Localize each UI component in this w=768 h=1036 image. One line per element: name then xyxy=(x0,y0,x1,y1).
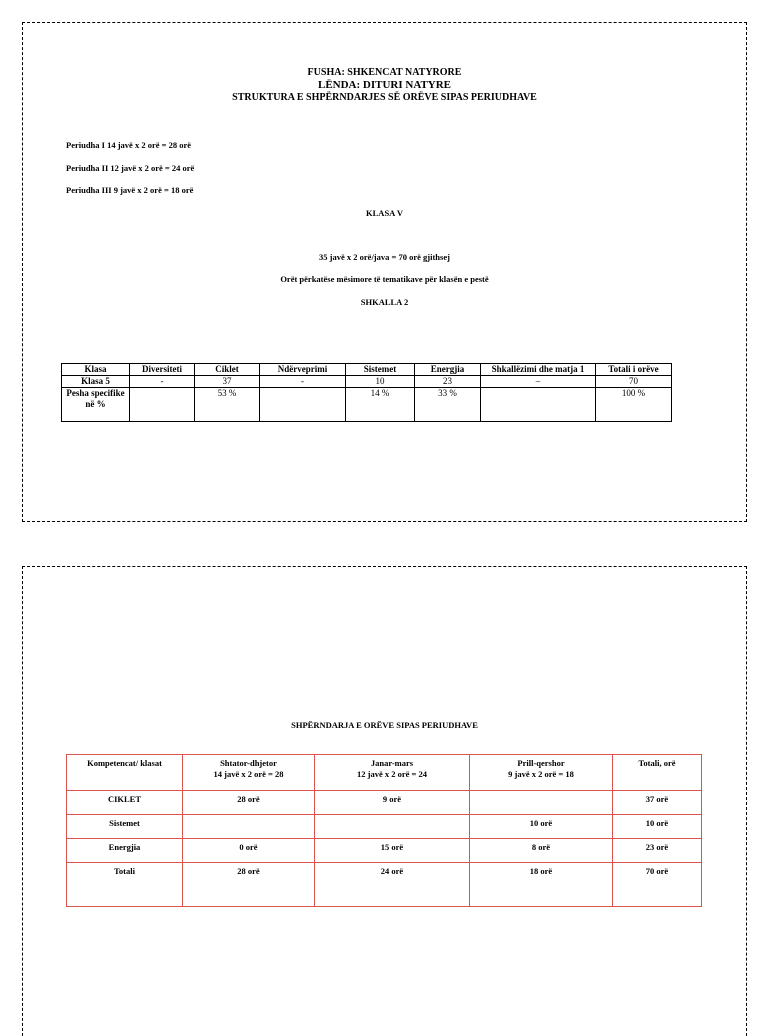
hours-distribution-table xyxy=(61,363,672,422)
table-cell: - xyxy=(130,376,195,388)
table-cell: 23 orë xyxy=(613,839,702,863)
thematic-hours-line: Orët përkatëse mësimore të tematikave për klasën e pestë xyxy=(280,274,489,284)
table-cell: Klasa 5 xyxy=(62,376,130,388)
table-cell xyxy=(315,815,470,839)
table-row xyxy=(67,791,702,815)
table-row xyxy=(67,863,702,907)
table-header-cell: Ndërveprimi xyxy=(260,364,346,376)
table-header-cell: Ciklet xyxy=(195,364,260,376)
periods-distribution-table xyxy=(66,754,702,907)
table-cell: CIKLET xyxy=(67,791,183,815)
table-cell: 24 orë xyxy=(315,863,470,907)
periods-distribution-title: SHPËRNDARJA E ORËVE SIPAS PERIUDHAVE xyxy=(291,720,478,730)
table-header-cell: Prill-qershor 9 javë x 2 orë = 18 xyxy=(470,755,613,791)
table-header-cell: Kompetencat/ klasat xyxy=(67,755,183,791)
table-cell: Totali xyxy=(67,863,183,907)
page-two xyxy=(22,566,747,1036)
table-cell: 23 xyxy=(415,376,481,388)
table-cell: Pesha specifike në % xyxy=(62,388,130,422)
period-line-1: Periudha I 14 javë x 2 orë = 28 orë xyxy=(66,140,192,150)
table-cell: 10 orë xyxy=(613,815,702,839)
table-cell: 37 orë xyxy=(613,791,702,815)
table-header-cell: Klasa xyxy=(62,364,130,376)
table-header-row xyxy=(67,755,702,791)
table-cell: 28 orë xyxy=(183,863,315,907)
table-header-cell: Energjia xyxy=(415,364,481,376)
page-one xyxy=(22,22,747,522)
table-cell: – xyxy=(481,376,596,388)
table-cell: 10 xyxy=(346,376,415,388)
subject-heading: LËNDA: DITURI NATYRE xyxy=(317,79,452,91)
table-cell: 53 % xyxy=(195,388,260,422)
table-header-cell: Shkallëzimi dhe matja 1 xyxy=(481,364,596,376)
table-header-cell: Totali, orë xyxy=(613,755,702,791)
total-hours-line: 35 javë x 2 orë/java = 70 orë gjithsej xyxy=(319,252,450,262)
table-header-cell: Diversiteti xyxy=(130,364,195,376)
table-cell xyxy=(183,815,315,839)
table-cell xyxy=(130,388,195,422)
table-header-cell: Totali i orëve xyxy=(596,364,672,376)
table-cell: Energjia xyxy=(67,839,183,863)
field-heading: FUSHA: SHKENCAT NATYRORE xyxy=(307,67,462,78)
table-cell xyxy=(260,388,346,422)
table-cell xyxy=(481,388,596,422)
table-cell: 18 orë xyxy=(470,863,613,907)
table-cell: Sistemet xyxy=(67,815,183,839)
table-cell: 37 xyxy=(195,376,260,388)
scale-heading: SHKALLA 2 xyxy=(360,297,409,307)
table-header-row xyxy=(62,364,672,376)
table-cell: 8 orë xyxy=(470,839,613,863)
table-cell: 70 xyxy=(596,376,672,388)
table-row xyxy=(62,376,672,388)
class-heading: KLASA V xyxy=(366,208,403,218)
table-cell: 14 % xyxy=(346,388,415,422)
table-cell: - xyxy=(260,376,346,388)
table-cell: 70 orë xyxy=(613,863,702,907)
table-header-cell: Janar-mars 12 javë x 2 orë = 24 xyxy=(315,755,470,791)
table-cell: 0 orë xyxy=(183,839,315,863)
table-cell: 100 % xyxy=(596,388,672,422)
table-cell: 33 % xyxy=(415,388,481,422)
period-line-2: Periudha II 12 javë x 2 orë = 24 orë xyxy=(66,163,195,173)
table-header-cell: Sistemet xyxy=(346,364,415,376)
table-cell xyxy=(470,791,613,815)
table-header-cell: Shtator-dhjetor 14 javë x 2 orë = 28 xyxy=(183,755,315,791)
table-cell: 28 orë xyxy=(183,791,315,815)
table-cell: 9 orë xyxy=(315,791,470,815)
table-row xyxy=(67,839,702,863)
table-cell: 10 orë xyxy=(470,815,613,839)
table-cell: 15 orë xyxy=(315,839,470,863)
table-row xyxy=(62,388,672,422)
structure-heading: STRUKTURA E SHPËRNDARJES SË ORËVE SIPAS PERIUDHAVE xyxy=(232,92,537,103)
period-line-3: Periudha III 9 javë x 2 orë = 18 orë xyxy=(66,185,194,195)
table-row xyxy=(67,815,702,839)
